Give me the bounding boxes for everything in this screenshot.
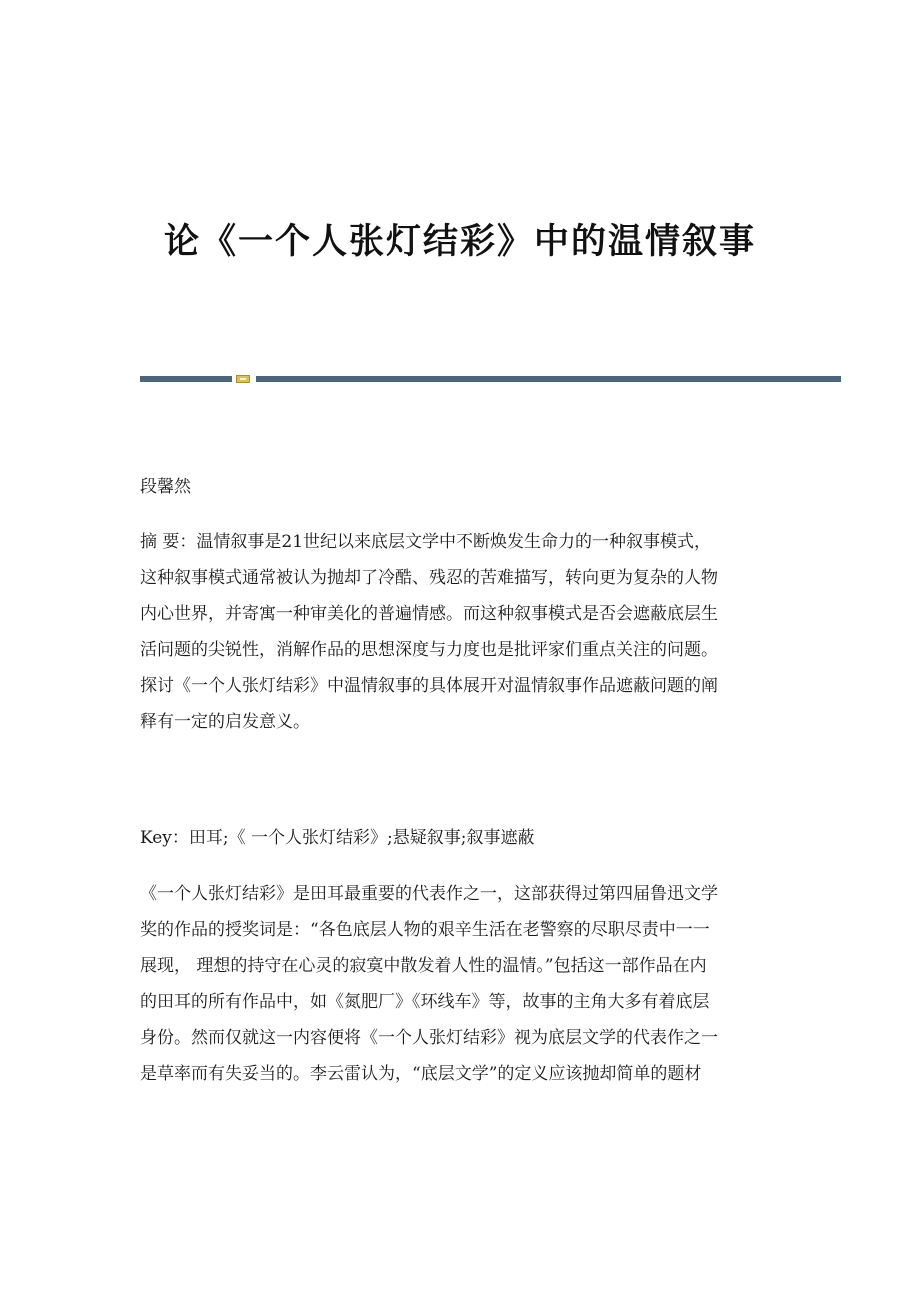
body-line: 身份。然而仅就这一内容便将《一个人张灯结彩》视为底层文学的代表作之一 xyxy=(140,1028,718,1048)
abstract-line: 这种叙事模式通常被认为抛却了冷酷、残忍的苦难描写，转向更为复杂的人物 xyxy=(140,568,718,588)
body-line: 奖的作品的授奖词是：“各色底层人物的艰辛生活在老警察的尽职尽责中一一 xyxy=(140,920,710,940)
abstract-line: 释有一定的启发意义。 xyxy=(140,712,310,732)
abstract-line: 摘 要：温情叙事是21世纪以来底层文学中不断焕发生命力的一种叙事模式， xyxy=(140,532,712,552)
document-title: 论《一个人张灯结彩》中的温情叙事 xyxy=(163,222,756,262)
abstract-line: 活问题的尖锐性，消解作品的思想深度与力度也是批评家们重点关注的问题。 xyxy=(140,640,718,660)
keywords-line: Key：田耳;《 一个人张灯结彩》;悬疑叙事;叙事遮蔽 xyxy=(140,828,535,848)
abstract-paragraph xyxy=(140,524,780,740)
divider-left-segment xyxy=(140,376,232,382)
divider-right-segment xyxy=(256,376,841,382)
abstract-line: 探讨《一个人张灯结彩》中温情叙事的具体展开对温情叙事作品遮蔽问题的阐 xyxy=(140,676,718,696)
author-name: 段馨然 xyxy=(140,477,191,497)
body-line: 的田耳的所有作品中，如《氮肥厂》《环线车》等，故事的主角大多有着底层 xyxy=(140,992,710,1012)
body-line: 《一个人张灯结彩》是田耳最重要的代表作之一，这部获得过第四届鲁迅文学 xyxy=(140,884,718,904)
divider-ornament-icon xyxy=(236,375,250,383)
title-divider xyxy=(140,375,841,383)
body-line: 是草率而有失妥当的。李云雷认为，“底层文学”的定义应该抛却简单的题材 xyxy=(140,1064,702,1084)
body-paragraph xyxy=(140,876,780,1092)
body-line: 展现， 理想的持守在心灵的寂寞中散发着人性的温情。”包括这一部作品在内 xyxy=(140,956,707,976)
abstract-line: 内心世界，并寄寓一种审美化的普遍情感。而这种叙事模式是否会遮蔽底层生 xyxy=(140,604,718,624)
